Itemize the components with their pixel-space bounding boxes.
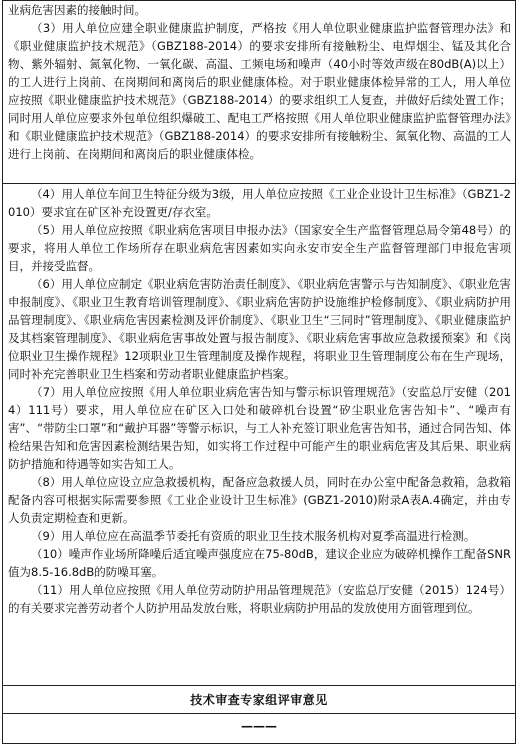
paragraph-item-6: （6）用人单位应制定《职业病危害防治责任制度》、《职业病危害警示与告知制度》、《职业危害申报制度》、《职业卫生教育培训管理制度》、《职业病危害防护设施维护检修制度》、《职业病防护用品管理制度》、《职业病危害因素检测及评价制度》、《职业卫生“三同时”管理制度》、《职业健康监护及其档案管理制度》、《职业病危害事故处置与报告制度》、《职业病危害事故应急救援预案》和《岗位职业卫生操作规程》12项职业卫生管理制度及操作规程，将职业卫生管理制度公布在生产现场，同时补充完善职业卫生档案和劳动者职业健康监护档案。 xyxy=(8,277,511,381)
paragraph-item-11: （11）用人单位应按照《用人单位劳动防护用品管理规范》（安监总厅安健（2015）124号）的有关要求完善劳动者个人防护用品发放台账，将职业病防护用品的发放使用方面管理到位。 xyxy=(8,583,511,615)
empty-opinion-placeholder: ——— xyxy=(241,719,277,733)
measures-cell-lower xyxy=(3,184,515,684)
paragraph-intro-fragment: 业病危害因素的接触时间。 xyxy=(8,3,146,17)
paragraph-item-7: （7）用人单位应按照《用人单位职业病危害告知与警示标识管理规范》（安监总厅安健（2014）111号）要求，用人单位应在矿区入口处和破碎机台设置“矽尘职业危害告知卡”、“噪声有害”、“带防尘口罩”和“戴护耳器”等警示标识，与工人补充签订职业危害告知书，通过合同告知、体检结果告知和危害因素检测结果告知，如实将工作过程中可能产生的职业病危害及其后果、职业病防护措施和待遇等如实告知工人。 xyxy=(8,385,511,471)
measures-cell-upper xyxy=(3,1,515,183)
row-divider xyxy=(3,685,515,686)
paragraph-item-5: （5）用人单位应按照《职业病危害项目申报办法》（国家安全生产监督管理总局令第48号）的要求，将用人单位工作场所存在职业病危害因素如实向永安市安全生产监督管理部门申报危害项目，并接受监督。 xyxy=(8,223,511,273)
paragraph-item-4: （4）用人单位车间卫生特征分级为3级，用人单位应按照《工业企业设计卫生标准》（GBZ1-2010）要求宜在矿区补充设置更/存衣室。 xyxy=(8,187,511,219)
document-table xyxy=(2,0,516,744)
paragraph-item-8: （8）用人单位应设立应急救援机构，配备应急救援人员，同时在办公室中配备急救箱，急救箱配备内容可根据实际需要参照《工业企业设计卫生标准》(GBZ1-2010)附录A表A.4确定，并由专人负责定期检查和更新。 xyxy=(8,475,511,525)
paragraph-item-10: （10）噪声作业场所降噪后适宜噪声强度应在75-80dB，建议企业应为破碎机操作工配备SNR值为8.5-16.8dB的防噪耳塞。 xyxy=(8,547,511,579)
row-divider xyxy=(3,713,515,714)
paragraph-item-3: （3）用人单位应建全职业健康监护制度，严格按《用人单位职业健康监护监督管理办法》和《职业健康监护技术规范》（GBZ188-2014）的要求安排所有接触粉尘、电焊烟尘、锰及其化合物、紫外辐射、氮氧化物、一氧化碳、高温、工频电场和噪声（40小时等效声级在80dB(A)以上）的工人进行上岗前、在岗期间和离岗后的职业健康体检。对于职业健康体检异常的工人，用人单位应按照《职业健康监护技术规范》（GBZ188-2014）的要求组织工人复查，并做好后续处置工作；同时用人单位应要求外包单位组织爆破工、配电工严格按照《用人单位职业健康监护监督管理办法》和《职业健康监护技术规范》（GBZ188-2014）的要求安排所有接触粉尘、氮氧化物、高温的工人进行上岗前、在岗期间和离岗后的职业健康体检。 xyxy=(8,21,511,161)
section-heading: 技术审查专家组评审意见 xyxy=(190,693,328,707)
paragraph-item-9: （9）用人单位应在高温季节委托有资质的职业卫生技术服务机构对夏季高温进行检测。 xyxy=(31,529,476,543)
